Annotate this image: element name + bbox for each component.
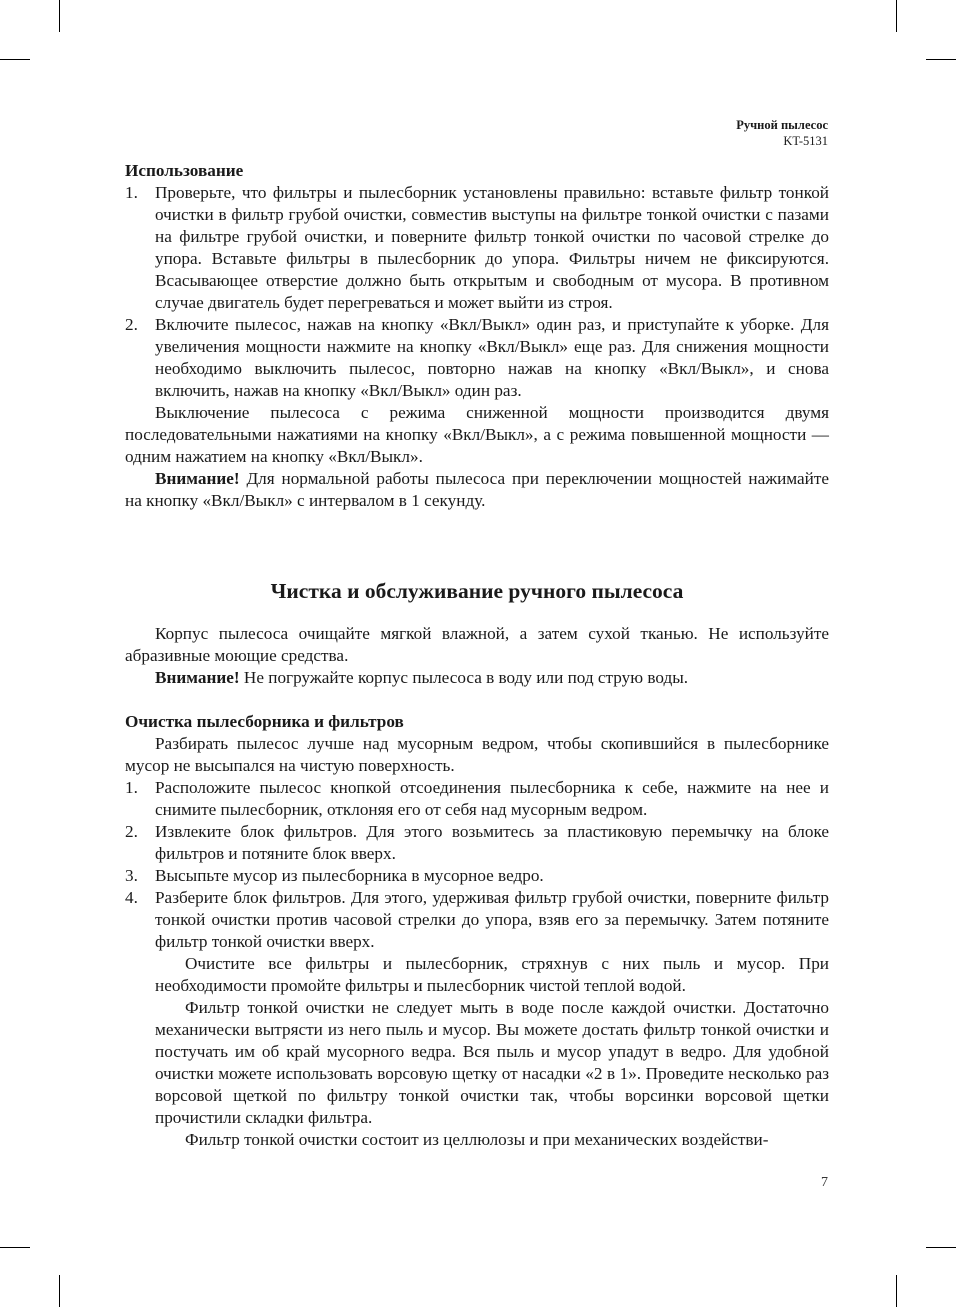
header-title: Ручной пылесос bbox=[736, 118, 828, 132]
crop-mark bbox=[896, 1275, 897, 1307]
step4-paragraph: Очистите все фильтры и пылесборник, стряхнув с них пыль и мусор. При необходимости промойте фильтры и пылесборник чистой теплой водой. bbox=[155, 954, 829, 995]
warning-text: Не погружайте корпус пылесоса в воду или под струю воды. bbox=[239, 668, 689, 687]
page-number: 7 bbox=[821, 1175, 828, 1190]
item-text: Разберите блок фильтров. Для этого, удерживая фильтр грубой очистки, поверните фильтр тонкой очистки против часовой стрелки до упора, взяв его за перемычку. Затем потяните фильтр тонкой очистки вверх. bbox=[155, 888, 829, 951]
body-care-paragraph: Корпус пылесоса очищайте мягкой влажной, а затем сухой тканью. Не используйте абразивные моющие средства. bbox=[125, 624, 829, 665]
item-number: 2. bbox=[125, 822, 138, 841]
list-item bbox=[125, 182, 829, 314]
page-content bbox=[125, 160, 829, 1151]
crop-mark bbox=[926, 59, 956, 60]
item-text: Извлеките блок фильтров. Для этого возьмитесь за пластиковую перемычку на блоке фильтров и потяните блок вверх. bbox=[155, 822, 829, 863]
list-item bbox=[125, 777, 829, 821]
header-model: KT-5131 bbox=[783, 134, 828, 148]
list-item bbox=[125, 887, 829, 953]
usage-heading: Использование bbox=[125, 161, 244, 180]
list-item bbox=[125, 821, 829, 865]
warning-label: Внимание! bbox=[155, 668, 240, 687]
item-number: 4. bbox=[125, 888, 138, 907]
step4-paragraph: Фильтр тонкой очистки состоит из целлюлозы и при механических воздействи- bbox=[185, 1130, 769, 1149]
usage-list bbox=[125, 182, 829, 402]
section-title: Чистка и обслуживание ручного пылесоса bbox=[270, 579, 684, 603]
item-number: 3. bbox=[125, 866, 138, 885]
crop-mark bbox=[0, 59, 30, 60]
crop-mark bbox=[59, 0, 60, 32]
item-number: 1. bbox=[125, 183, 138, 202]
item-number: 2. bbox=[125, 315, 138, 334]
crop-mark bbox=[896, 0, 897, 32]
cleaning-steps bbox=[125, 777, 829, 953]
warning-label: Внимание! bbox=[155, 469, 240, 488]
item-number: 1. bbox=[125, 778, 138, 797]
list-item bbox=[125, 865, 829, 887]
crop-mark bbox=[926, 1247, 956, 1248]
item-text: Включите пылесос, нажав на кнопку «Вкл/Выкл» один раз, и приступайте к уборке. Для увеличения мощности нажмите на кнопку «Вкл/Выкл» еще раз. Для снижения мощности необходимо выключить пылесос, повторно нажав на кнопку «Вкл/Выкл», и снова включить, нажав на кнопку «Вкл/Выкл» один раз. bbox=[155, 315, 829, 400]
usage-warning bbox=[125, 468, 829, 512]
filters-intro: Разбирать пылесос лучше над мусорным ведром, чтобы скопившийся в пылесборнике мусор не высыпался на чистую поверхность. bbox=[125, 734, 829, 775]
item-text: Высыпьте мусор из пылесборника в мусорное ведро. bbox=[155, 866, 544, 885]
crop-mark bbox=[0, 1247, 30, 1248]
step4-paragraph: Фильтр тонкой очистки не следует мыть в воде после каждой очистки. Достаточно механически вытрясти из него пыль и мусор. Вы можете достать фильтр тонкой очистки и постучать им об край мусорного ведра. Вся пыль и мусор упадут в ведро. Для удобной очистки можете использовать ворсовую щетку от насадки «2 в 1». Проведите несколько раз ворсовой щеткой по фильтру тонкой очистки так, чтобы ворсинки ворсовой щетки прочистили складки фильтра. bbox=[155, 998, 829, 1127]
power-off-paragraph: Выключение пылесоса с режима сниженной мощности производится двумя последовательными нажатиями на кнопку «Вкл/Выкл», а с режима повышенной мощности — одним нажатием на кнопку «Вкл/Выкл». bbox=[125, 403, 829, 466]
filters-heading: Очистка пылесборника и фильтров bbox=[125, 712, 404, 731]
list-item bbox=[125, 314, 829, 402]
item-text: Проверьте, что фильтры и пылесборник установлены правильно: вставьте фильтр тонкой очистки в фильтр грубой очистки, совместив выступы на фильтре тонкой очистки с пазами на фильтре грубой очистки, и поверните фильтр тонкой очистки по часовой стрелке до упора. Вставьте фильтры в пылесборник до упора. Фильтры ничем не фиксируются. Всасывающее отверстие должно быть открытым и свободным от мусора. В противном случае двигатель будет перегреваться и может выйти из строя. bbox=[155, 183, 829, 312]
running-header bbox=[736, 117, 828, 149]
item-text: Расположите пылесос кнопкой отсоединения пылесборника к себе, нажмите на нее и снимите пылесборник, отклоняя его от себя над мусорным ведром. bbox=[155, 778, 829, 819]
cleaning-warning bbox=[125, 667, 829, 689]
warning-text: Для нормальной работы пылесоса при переключении мощностей нажимайте на кнопку «Вкл/Выкл» с интервалом в 1 секунду. bbox=[125, 469, 829, 510]
crop-mark bbox=[59, 1275, 60, 1307]
